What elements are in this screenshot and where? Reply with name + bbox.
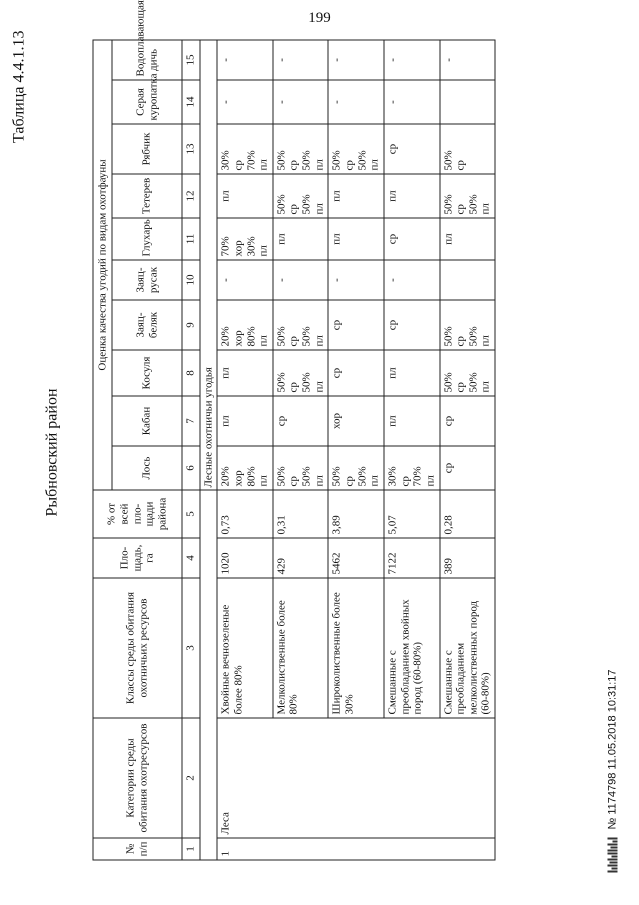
assessment-value: 20% bbox=[219, 326, 232, 347]
assessment-value: пл bbox=[257, 475, 270, 487]
assessment-cell bbox=[384, 124, 440, 174]
assessment-cell bbox=[328, 124, 384, 174]
assessment-cell bbox=[384, 300, 440, 350]
assessment-value: 50% bbox=[300, 372, 313, 393]
assessment-cell bbox=[384, 260, 440, 300]
assessment-value: 80% bbox=[245, 326, 258, 347]
assessment-value: пл bbox=[442, 233, 455, 245]
assessment-cell bbox=[273, 260, 329, 300]
assessment-value: 50% bbox=[275, 326, 288, 347]
assessment-value: 30% bbox=[245, 236, 258, 257]
assessment-cell bbox=[384, 350, 440, 396]
assessment-cell bbox=[217, 260, 273, 300]
column-number: 10 bbox=[182, 260, 200, 300]
assessment-value: пл bbox=[330, 190, 343, 202]
row-area: 1020 bbox=[217, 538, 273, 578]
header-percent: % от всей пло-щади района bbox=[93, 490, 182, 538]
header-num: № п/п bbox=[93, 838, 182, 860]
assessment-value: 50% bbox=[300, 326, 313, 347]
header-species: Заяц-русак bbox=[112, 260, 182, 300]
column-number: 7 bbox=[182, 396, 200, 446]
assessment-cell bbox=[273, 40, 329, 80]
row-class: Хвойные вечнозеленые более 80% bbox=[217, 578, 273, 718]
assessment-cell bbox=[328, 260, 384, 300]
assessment-value: ср bbox=[330, 319, 343, 331]
assessment-value: ср bbox=[287, 336, 300, 347]
assessment-value: ср bbox=[454, 160, 467, 171]
assessment-value: ср bbox=[343, 476, 356, 487]
column-numbers-row bbox=[182, 40, 200, 860]
assessment-value: ср bbox=[454, 204, 467, 215]
row-category: Леса bbox=[217, 718, 495, 838]
assessment-cell bbox=[440, 80, 496, 124]
header-species: Глухарь bbox=[112, 218, 182, 260]
row-number: 1 bbox=[217, 838, 495, 860]
assessment-value: 70% bbox=[219, 236, 232, 257]
assessment-value: ср bbox=[330, 367, 343, 379]
assessment-value: 50% bbox=[467, 372, 480, 393]
section-row bbox=[200, 40, 218, 860]
assessment-value: - bbox=[219, 100, 232, 104]
assessment-cell bbox=[217, 300, 273, 350]
assessment-value: - bbox=[386, 100, 399, 104]
header-species: Тетерев bbox=[112, 174, 182, 218]
header-species: Косуля bbox=[112, 350, 182, 396]
column-number: 9 bbox=[182, 300, 200, 350]
assessment-cell bbox=[217, 446, 273, 490]
assessment-value: - bbox=[386, 278, 399, 282]
assessment-value: ср bbox=[399, 476, 412, 487]
assessment-cell bbox=[384, 80, 440, 124]
assessment-value: 70% bbox=[245, 150, 258, 171]
assessment-value: 50% bbox=[467, 194, 480, 215]
assessment-value: 50% bbox=[275, 372, 288, 393]
assessment-value: пл bbox=[313, 381, 326, 393]
assessment-value: ср bbox=[287, 382, 300, 393]
row-percent: 3,89 bbox=[328, 490, 384, 538]
assessment-value: - bbox=[330, 278, 343, 282]
page-number: 199 bbox=[308, 10, 331, 26]
assessment-value: пл bbox=[330, 233, 343, 245]
column-number: 1 bbox=[182, 838, 200, 860]
header-species: Кабан bbox=[112, 396, 182, 446]
assessment-cell bbox=[217, 350, 273, 396]
assessment-cell bbox=[273, 80, 329, 124]
header-category: Категории среды обитания охотресурсов bbox=[93, 718, 182, 838]
assessment-value: 50% bbox=[442, 372, 455, 393]
row-percent: 5,07 bbox=[384, 490, 440, 538]
column-number: 15 bbox=[182, 40, 200, 80]
column-number: 2 bbox=[182, 718, 200, 838]
assessment-value: ср bbox=[386, 233, 399, 245]
assessment-value: ср bbox=[454, 382, 467, 393]
assessment-value: 80% bbox=[245, 466, 258, 487]
header-assessment: Оценка качества угодий по видам охотфауны bbox=[93, 40, 112, 490]
assessment-value: ср bbox=[287, 204, 300, 215]
assessment-value: 50% bbox=[467, 326, 480, 347]
assessment-value: ср bbox=[454, 336, 467, 347]
column-number: 14 bbox=[182, 80, 200, 124]
assessment-value: пл bbox=[313, 159, 326, 171]
assessment-value: 50% bbox=[300, 194, 313, 215]
assessment-cell bbox=[328, 40, 384, 80]
assessment-cell bbox=[328, 300, 384, 350]
header-species: Серая куропатка bbox=[112, 80, 182, 124]
assessment-cell bbox=[440, 300, 496, 350]
assessment-cell bbox=[328, 80, 384, 124]
row-class: Смешанные с преобладанием хвойных пород (60-80%) bbox=[384, 578, 440, 718]
assessment-cell bbox=[328, 218, 384, 260]
assessment-value: 50% bbox=[356, 466, 369, 487]
assessment-cell bbox=[273, 300, 329, 350]
document-stamp: № 1174798 11.05.2018 10:31:17 bbox=[606, 669, 619, 830]
assessment-cell bbox=[273, 350, 329, 396]
assessment-value: хор bbox=[232, 330, 245, 347]
assessment-cell bbox=[273, 446, 329, 490]
row-area: 389 bbox=[440, 538, 496, 578]
assessment-value: пл bbox=[219, 190, 232, 202]
assessment-value: пл bbox=[368, 159, 381, 171]
assessment-value: хор bbox=[232, 470, 245, 487]
assessment-value: 50% bbox=[330, 150, 343, 171]
assessment-cell bbox=[273, 124, 329, 174]
assessment-cell bbox=[217, 80, 273, 124]
assessment-cell bbox=[384, 174, 440, 218]
assessment-value: 70% bbox=[411, 466, 424, 487]
assessment-value: пл bbox=[479, 203, 492, 215]
assessment-value: пл bbox=[386, 190, 399, 202]
assessment-value: ср bbox=[386, 319, 399, 331]
assessment-value: 50% bbox=[275, 466, 288, 487]
assessment-value: - bbox=[275, 278, 288, 282]
assessment-value: ср bbox=[343, 160, 356, 171]
assessment-value: - bbox=[219, 58, 232, 62]
assessment-cell bbox=[384, 446, 440, 490]
row-class: Широколиственные более 30% bbox=[328, 578, 384, 718]
assessment-value: пл bbox=[257, 245, 270, 257]
assessment-cell bbox=[217, 124, 273, 174]
assessment-cell bbox=[440, 350, 496, 396]
assessment-cell bbox=[273, 396, 329, 446]
table-row bbox=[217, 40, 273, 860]
row-percent: 0,73 bbox=[217, 490, 273, 538]
assessment-value: пл bbox=[479, 381, 492, 393]
assessment-value: 50% bbox=[275, 194, 288, 215]
assessment-cell bbox=[217, 396, 273, 446]
assessment-value: ср bbox=[275, 415, 288, 427]
assessment-cell bbox=[440, 396, 496, 446]
assessment-value: пл bbox=[257, 159, 270, 171]
assessment-value: ср bbox=[287, 476, 300, 487]
row-percent: 0,28 bbox=[440, 490, 496, 538]
assessment-value: 50% bbox=[442, 326, 455, 347]
table-body bbox=[182, 40, 495, 860]
column-number: 13 bbox=[182, 124, 200, 174]
rotated-content bbox=[1, 0, 639, 893]
assessment-value: 50% bbox=[300, 466, 313, 487]
assessment-value: ср bbox=[442, 415, 455, 427]
assessment-cell bbox=[217, 40, 273, 80]
table-title: Таблица 4.4.1.13 bbox=[10, 30, 28, 143]
column-number: 4 bbox=[182, 538, 200, 578]
assessment-cell bbox=[217, 218, 273, 260]
assessment-cell bbox=[384, 218, 440, 260]
assessment-cell bbox=[440, 260, 496, 300]
row-area: 429 bbox=[273, 538, 329, 578]
row-area: 7122 bbox=[384, 538, 440, 578]
assessment-cell bbox=[328, 350, 384, 396]
column-number: 11 bbox=[182, 218, 200, 260]
assessment-value: - bbox=[330, 58, 343, 62]
assessment-value: 20% bbox=[219, 466, 232, 487]
section-title: Лесные охотничьи угодья bbox=[200, 40, 218, 490]
assessment-value: пл bbox=[219, 367, 232, 379]
assessment-value: пл bbox=[313, 475, 326, 487]
assessment-cell bbox=[328, 174, 384, 218]
assessment-value: 50% bbox=[442, 194, 455, 215]
assessment-value: 50% bbox=[300, 150, 313, 171]
assessment-cell bbox=[328, 396, 384, 446]
row-area: 5462 bbox=[328, 538, 384, 578]
assessment-value: пл bbox=[386, 367, 399, 379]
row-percent: 0,31 bbox=[273, 490, 329, 538]
assessment-cell bbox=[440, 124, 496, 174]
assessment-cell bbox=[384, 40, 440, 80]
assessment-value: 30% bbox=[219, 150, 232, 171]
assessment-cell bbox=[328, 446, 384, 490]
assessment-value: пл bbox=[386, 415, 399, 427]
assessment-value: 30% bbox=[386, 466, 399, 487]
assessment-value: пл bbox=[219, 415, 232, 427]
assessment-value: - bbox=[386, 58, 399, 62]
column-number: 5 bbox=[182, 490, 200, 538]
assessment-value: ср bbox=[287, 160, 300, 171]
assessment-value: ср bbox=[232, 160, 245, 171]
assessment-cell bbox=[440, 174, 496, 218]
assessment-cell bbox=[273, 218, 329, 260]
assessment-cell bbox=[440, 40, 496, 80]
section-spacer bbox=[200, 490, 218, 860]
assessment-value: пл bbox=[257, 335, 270, 347]
assessment-value: пл bbox=[313, 335, 326, 347]
assessment-value: пл bbox=[275, 233, 288, 245]
column-number: 6 bbox=[182, 446, 200, 490]
header-area: Пло-щадь, га bbox=[93, 538, 182, 578]
header-classes: Классы среды обитания охотничьих ресурсов bbox=[93, 578, 182, 718]
assessment-value: хор bbox=[330, 412, 343, 430]
footer bbox=[607, 669, 619, 872]
region-title: Рыбновский район bbox=[43, 388, 61, 517]
column-number: 3 bbox=[182, 578, 200, 718]
assessment-value: ср bbox=[386, 143, 399, 155]
assessment-value: пл bbox=[479, 335, 492, 347]
assessment-value: 50% bbox=[442, 150, 455, 171]
assessment-value: - bbox=[275, 58, 288, 62]
assessment-value: ср bbox=[442, 462, 455, 474]
assessment-value: пл bbox=[313, 203, 326, 215]
assessment-value: 50% bbox=[330, 466, 343, 487]
assessment-cell bbox=[384, 396, 440, 446]
header-species: Заяц-беляк bbox=[112, 300, 182, 350]
header-species: Водоплавающая дичь bbox=[112, 40, 182, 80]
assessment-cell bbox=[440, 446, 496, 490]
header-species: Лось bbox=[112, 446, 182, 490]
assessment-value: пл bbox=[424, 475, 437, 487]
assessment-value: - bbox=[275, 100, 288, 104]
assessment-value: - bbox=[219, 278, 232, 282]
row-class: Мелколиственные более 80% bbox=[273, 578, 329, 718]
assessment-cell bbox=[440, 218, 496, 260]
assessment-value: хор bbox=[232, 240, 245, 257]
column-number: 12 bbox=[182, 174, 200, 218]
header-species: Рябчик bbox=[112, 124, 182, 174]
assessment-value: 50% bbox=[356, 150, 369, 171]
row-class: Смешанные с преобладанием мелколиственных пород (60-80%) bbox=[440, 578, 496, 718]
column-number: 8 bbox=[182, 350, 200, 396]
assessment-cell bbox=[273, 174, 329, 218]
assessment-value: 50% bbox=[275, 150, 288, 171]
assessment-cell bbox=[217, 174, 273, 218]
barcode-icon bbox=[608, 838, 618, 873]
assessment-value: пл bbox=[368, 475, 381, 487]
assessment-value: - bbox=[330, 100, 343, 104]
assessment-value: - bbox=[442, 58, 455, 62]
